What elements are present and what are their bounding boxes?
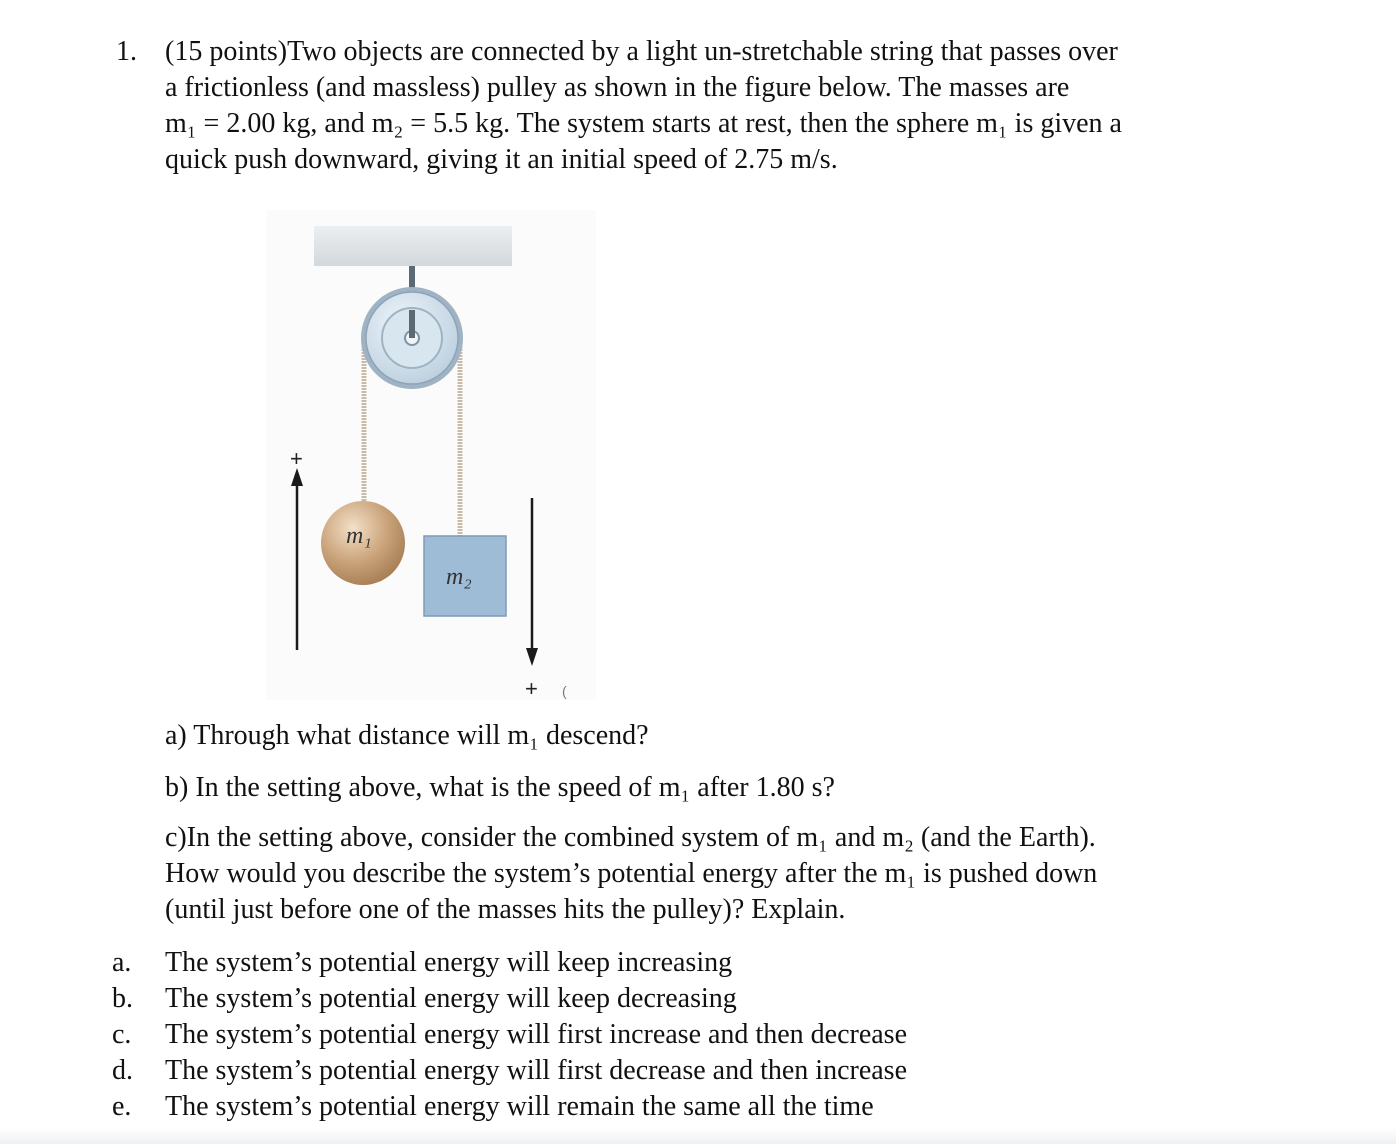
question-c-line: How would you describe the system’s potential energy after the m₁ is pushed down (165, 858, 1098, 889)
ceiling-bar (314, 226, 512, 266)
intro-line: a frictionless (and massless) pulley as shown in the figure below. The masses are (165, 72, 1070, 103)
pulley-figure (266, 210, 596, 700)
problem-number: 1. (116, 36, 137, 67)
choice-text: The system’s potential energy will first decrease and then increase (165, 1055, 907, 1086)
choice-a (112, 945, 907, 981)
choice-b (112, 981, 907, 1017)
plus-sign-left: + (290, 446, 303, 471)
pulley (361, 287, 463, 389)
m2-label: m₂ (446, 564, 472, 590)
choice-d (112, 1053, 907, 1089)
choice-c (112, 1017, 907, 1053)
choice-letter: e. (112, 1091, 132, 1122)
question-c (165, 820, 1275, 928)
choice-letter: d. (112, 1055, 133, 1086)
pulley-bracket (409, 310, 415, 338)
choice-e (112, 1089, 907, 1125)
question-c-line: c)In the setting above, consider the combined system of m₁ and m₂ (and the Earth). (165, 822, 1096, 853)
intro-line: (15 points)Two objects are connected by a light un-stretchable string that passes over (165, 36, 1118, 67)
intro-line: quick push downward, giving it an initial speed of 2.75 m/s. (165, 144, 838, 175)
answer-choices (112, 945, 907, 1125)
figure-background (266, 210, 596, 700)
choice-text: The system’s potential energy will keep decreasing (165, 983, 737, 1014)
choice-letter: c. (112, 1019, 132, 1050)
question-a: a) Through what distance will m₁ descend? (165, 720, 649, 751)
stray-mark: ( (562, 683, 567, 699)
problem-intro (165, 34, 1275, 178)
question-c-line: (until just before one of the masses hits the pulley)? Explain. (165, 894, 846, 925)
m1-label: m₁ (346, 523, 372, 549)
plus-sign-right: + (525, 676, 538, 700)
page-bottom-edge (0, 1128, 1396, 1144)
choice-text: The system’s potential energy will remain the same all the time (165, 1091, 874, 1122)
question-b: b) In the setting above, what is the speed of m₁ after 1.80 s? (165, 772, 835, 803)
choice-letter: a. (112, 947, 132, 978)
choice-letter: b. (112, 983, 133, 1014)
choice-text: The system’s potential energy will first increase and then decrease (165, 1019, 907, 1050)
choice-text: The system’s potential energy will keep increasing (165, 947, 733, 978)
intro-line: m₁ = 2.00 kg, and m₂ = 5.5 kg. The system starts at rest, then the sphere m₁ is given a (165, 108, 1122, 139)
